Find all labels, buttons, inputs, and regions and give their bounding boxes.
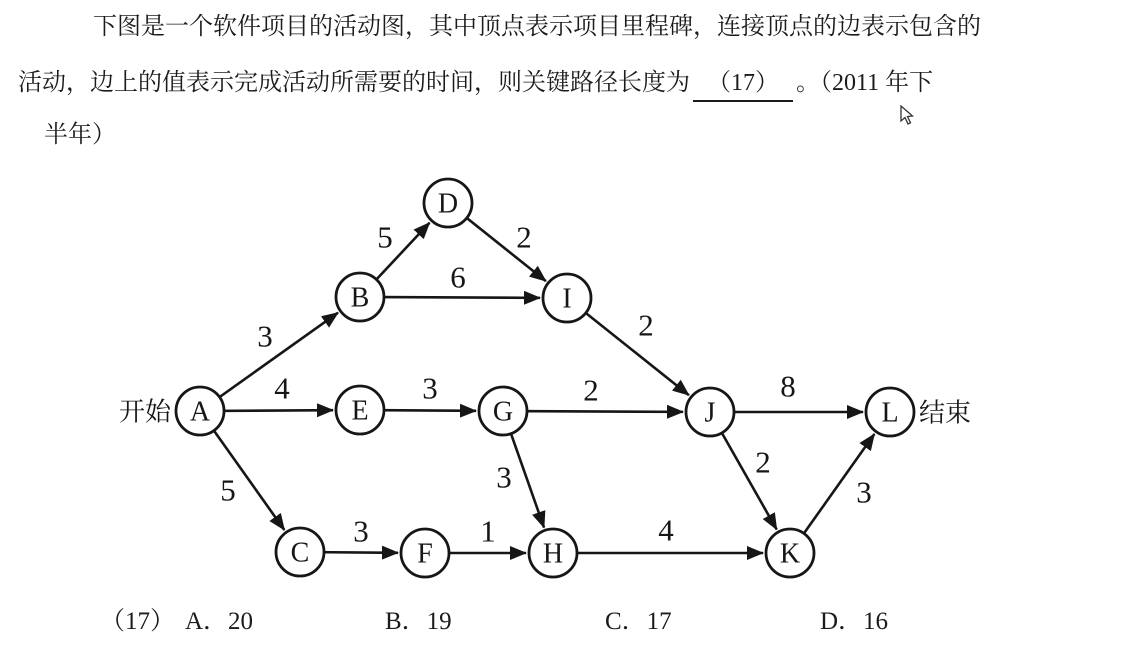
start-terminal-label: 开始 xyxy=(118,397,171,427)
node-label-E: E xyxy=(351,395,369,427)
edge-weight-E-G: 3 xyxy=(422,370,438,406)
question-text: 。（2011 年下 xyxy=(796,70,934,96)
edge-weight-K-L: 3 xyxy=(856,474,872,510)
option-b: B．19 xyxy=(385,608,452,635)
question-number: （17） xyxy=(100,608,176,635)
node-label-K: K xyxy=(779,538,801,570)
question-text: 活动，边上的值表示完成活动所需要的时间，则关键路径长度为 xyxy=(18,70,690,96)
edge-weight-J-L: 8 xyxy=(780,368,796,404)
answer-blank: （17） xyxy=(693,68,793,102)
node-label-J: J xyxy=(704,397,716,429)
option-a: A．20 xyxy=(185,608,254,635)
edge-B-I xyxy=(360,297,540,298)
options-row xyxy=(0,601,1129,641)
edge-weight-C-F: 3 xyxy=(353,513,369,549)
edge-weight-H-K: 4 xyxy=(658,512,674,548)
node-label-G: G xyxy=(492,396,514,428)
edge-weight-G-J: 2 xyxy=(583,372,599,408)
edge-weight-A-C: 5 xyxy=(220,472,236,508)
option-c: C．17 xyxy=(605,608,672,635)
edge-weight-B-I: 6 xyxy=(450,259,466,295)
question-text: 半年） xyxy=(44,122,116,148)
node-label-A: A xyxy=(189,396,211,428)
edge-weight-G-H: 3 xyxy=(496,459,512,495)
edge-weight-A-B: 3 xyxy=(257,318,273,354)
node-label-C: C xyxy=(290,537,310,569)
node-label-L: L xyxy=(881,397,899,429)
edge-weight-I-J: 2 xyxy=(638,307,654,343)
node-label-B: B xyxy=(350,282,370,314)
mouse-cursor-icon xyxy=(900,105,918,127)
node-label-F: F xyxy=(417,538,433,570)
edge-weight-A-E: 4 xyxy=(274,370,290,406)
end-terminal-label: 结束 xyxy=(919,398,972,428)
edge-weight-D-I: 2 xyxy=(516,219,532,255)
option-d: D．16 xyxy=(820,608,889,635)
edge-weight-J-K: 2 xyxy=(755,444,771,480)
edge-G-J xyxy=(503,411,683,412)
edge-weight-F-H: 1 xyxy=(480,513,496,549)
question-text: 下图是一个软件项目的活动图，其中顶点表示项目里程碑，连接顶点的边表示包含的 xyxy=(93,14,981,40)
node-label-H: H xyxy=(542,538,564,570)
node-label-I: I xyxy=(562,283,572,315)
node-label-D: D xyxy=(437,188,459,220)
edge-weight-B-D: 5 xyxy=(377,219,393,255)
